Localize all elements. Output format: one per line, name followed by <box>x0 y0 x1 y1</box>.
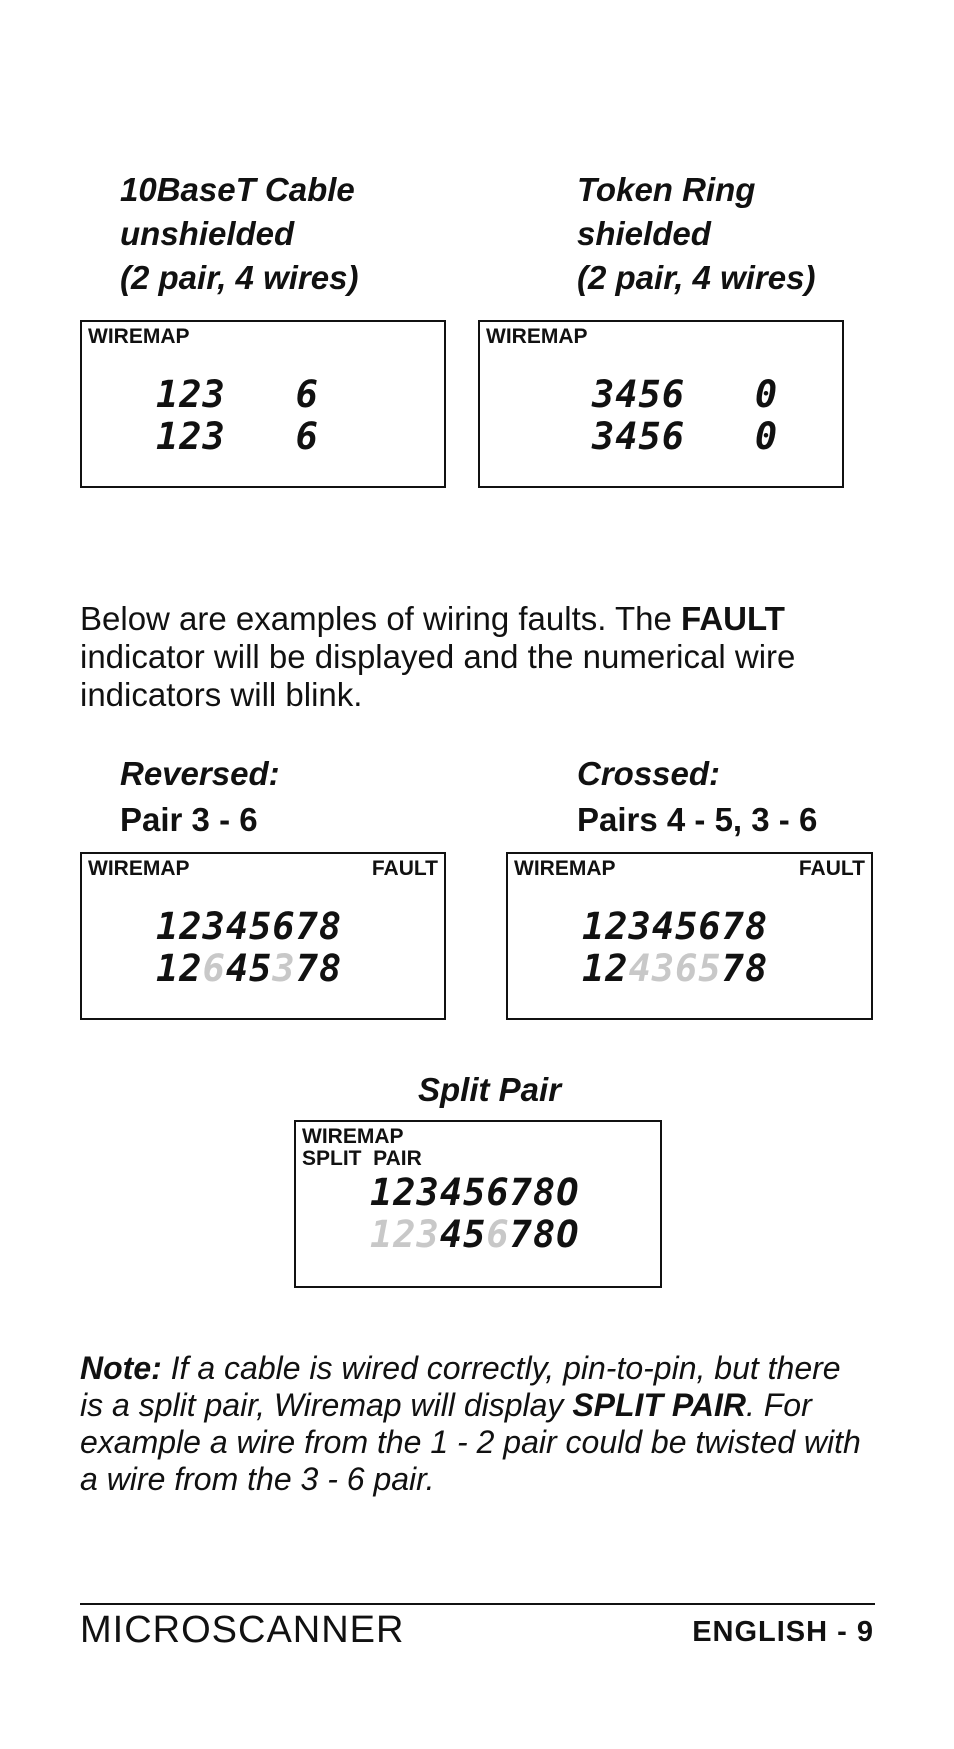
split-title: Split Pair <box>418 1071 562 1108</box>
split-row-2-b: 78O <box>509 1213 580 1256</box>
token-wiremap-display <box>478 320 844 488</box>
baset-heading <box>120 168 358 300</box>
footer-page-number: ENGLISH - 9 <box>692 1616 874 1648</box>
intro-text-b: indicator will be displayed and the numerical wire indicators will blink. <box>80 638 796 713</box>
crossed-row-2-b: 78 <box>721 947 769 990</box>
intro-fault-word: FAULT <box>681 600 785 637</box>
crossed-title: Crossed: <box>577 755 721 792</box>
crossed-row-2 <box>582 948 768 990</box>
wiremap-label: WIREMAP <box>88 857 190 880</box>
token-row-1: 3456 0 <box>592 373 779 416</box>
split-wiremap-display <box>294 1120 662 1288</box>
note-paragraph <box>80 1350 870 1498</box>
note-text-b: . For example a wire from the 1 - 2 pair could be twisted with a wire from the 3 - 6 pair. <box>80 1387 861 1497</box>
split-row-2 <box>370 1214 580 1256</box>
baset-pairs: (2 pair, 4 wires) <box>120 259 359 296</box>
baset-row-2: 123 6 <box>156 415 319 458</box>
note-label: Note: <box>80 1350 162 1386</box>
reversed-row-2-a: 12 <box>156 947 203 990</box>
reversed-row-2-c: 78 <box>295 947 343 990</box>
reversed-row-2 <box>156 948 342 990</box>
reversed-heading <box>120 752 280 842</box>
intro-paragraph <box>80 600 880 714</box>
baset-wiremap-display <box>80 320 446 488</box>
reversed-row-2-b: 45 <box>225 947 273 990</box>
crossed-row-1: 12345678 <box>582 905 769 948</box>
token-row-2: 3456 0 <box>592 415 779 458</box>
footer-divider <box>80 1603 875 1605</box>
split-heading <box>418 1068 561 1112</box>
wiremap-label: WIREMAP <box>302 1125 404 1148</box>
wiremap-label: WIREMAP <box>486 325 588 348</box>
reversed-pair: Pair 3 - 6 <box>120 801 258 838</box>
baset-subtitle: unshielded <box>120 215 295 252</box>
token-heading <box>577 168 815 300</box>
note-text-a: If a cable is wired correctly, pin-to-pin, but there is a split pair, Wiremap will display <box>80 1350 841 1423</box>
fault-label: FAULT <box>798 857 865 880</box>
intro-text-a: Below are examples of wiring faults. The <box>80 600 682 637</box>
crossed-row-2-a: 12 <box>582 947 629 990</box>
split-row-2-blink-1: 123 <box>370 1213 440 1256</box>
reversed-row-2-blink-2: 3 <box>272 947 296 990</box>
split-pair-label: SPLIT PAIR <box>302 1147 422 1170</box>
baset-title: 10BaseT Cable <box>120 171 355 208</box>
fault-label: FAULT <box>371 857 438 880</box>
split-row-1: 12345678O <box>370 1171 580 1214</box>
reversed-row-1: 12345678 <box>156 905 343 948</box>
crossed-wiremap-display <box>506 852 873 1020</box>
footer-product-name: MICROSCANNER <box>80 1609 405 1651</box>
split-row-2-blink-2: 6 <box>486 1213 510 1256</box>
crossed-row-2-blink: 4365 <box>628 947 722 990</box>
token-pairs: (2 pair, 4 wires) <box>577 259 816 296</box>
wiremap-label: WIREMAP <box>88 325 190 348</box>
reversed-row-2-blink-1: 6 <box>202 947 226 990</box>
split-row-2-a: 45 <box>439 1213 487 1256</box>
reversed-wiremap-display <box>80 852 446 1020</box>
reversed-title: Reversed: <box>120 755 280 792</box>
token-title: Token Ring <box>577 171 756 208</box>
note-split-pair: SPLIT PAIR <box>572 1387 746 1423</box>
baset-row-1: 123 6 <box>156 373 319 416</box>
token-subtitle: shielded <box>577 215 711 252</box>
wiremap-label: WIREMAP <box>514 857 616 880</box>
crossed-pairs: Pairs 4 - 5, 3 - 6 <box>577 801 818 838</box>
crossed-heading <box>577 752 817 842</box>
